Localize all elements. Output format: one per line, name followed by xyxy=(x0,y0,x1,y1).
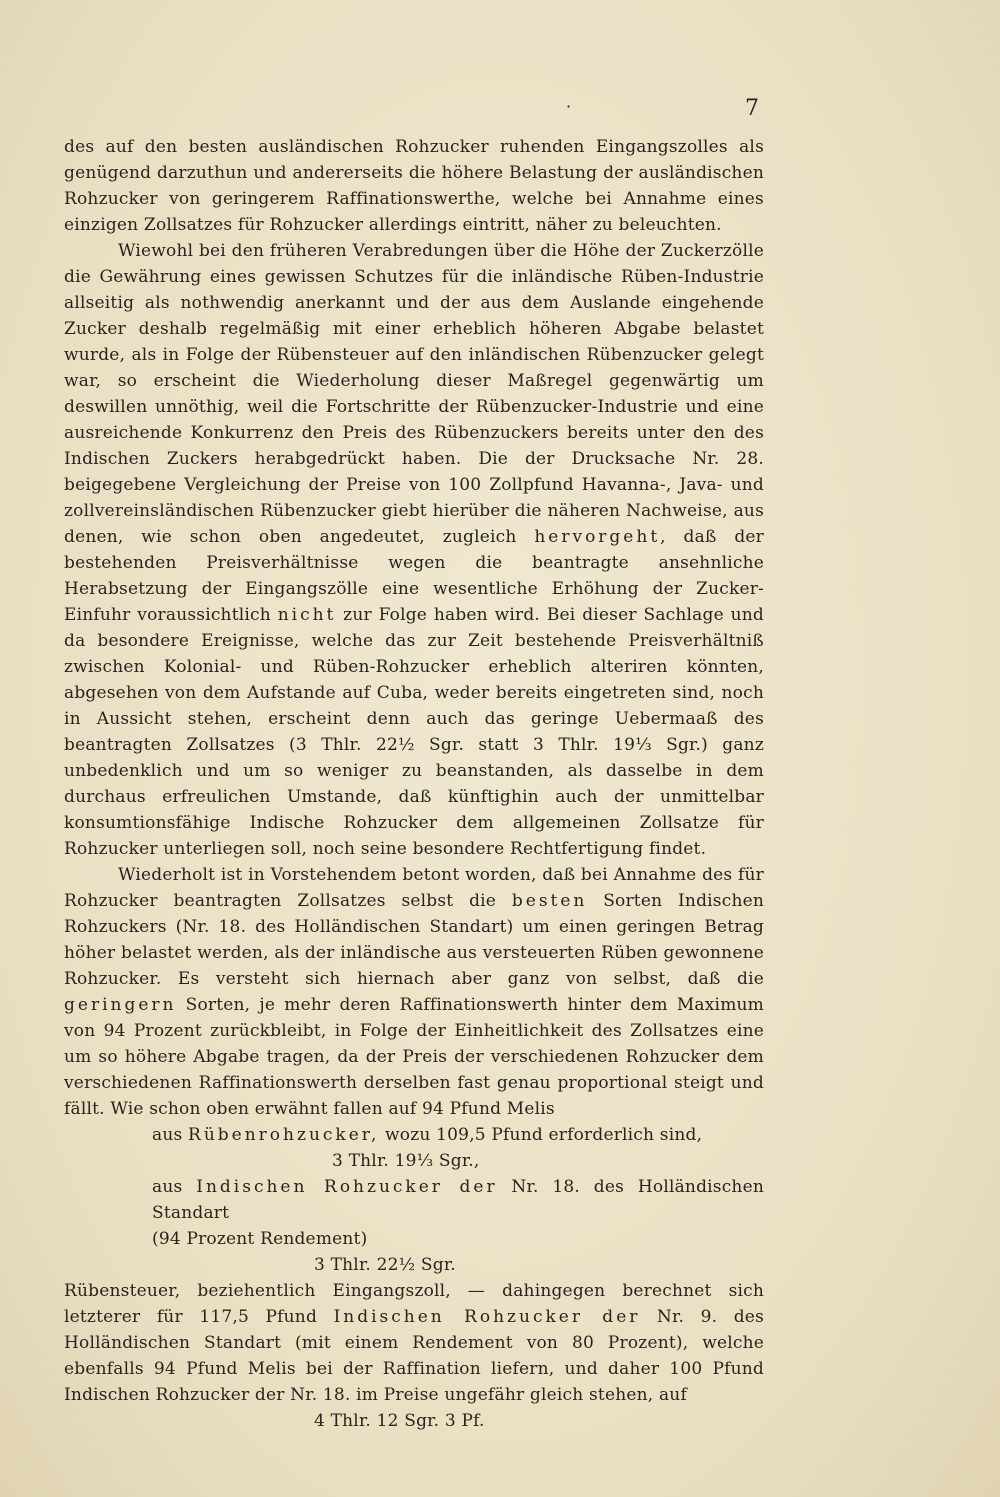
paragraph-4 xyxy=(64,1278,764,1408)
paragraph-2-part-b: , daß der bestehenden Preisverhältnisse wegen die beantragte ansehnliche Herabsetzung der Eingangszölle eine wesentliche Erhöhung der Zucker-Einfuhr voraussichtlich xyxy=(64,527,765,625)
paragraph-4-part-b: Nr. 9. des Holländischen Standart (mit einem Rendement von 80 Prozent), welche ebenfalls 94 Pfund Melis bei der Raffination liefern, und daher 100 Pfund Indischen Rohzucker der Nr. 18. im Preise ungefähr gleich stehen, auf xyxy=(64,1307,764,1405)
paragraph-2 xyxy=(64,238,764,862)
paragraph-4-part-a: Rübensteuer, beziehentlich Eingangszoll, — dahingegen berechnet sich letzterer für 117,5 Pfund xyxy=(64,1281,764,1327)
calc-line-2-rendement: (94 Prozent Rendement) xyxy=(152,1229,368,1249)
paragraph-3-part-b: Sorten Indischen Rohzuckers (Nr. 18. des Holländischen Standart) um einen geringen Betrag höher belastet werden, als der inländische aus versteuerten Rüben gewonnene Rohzucker. Es versteht sich hiernach aber ganz von selbst, daß die xyxy=(64,891,765,989)
paragraph-3 xyxy=(64,862,764,1122)
emphasis-geringern: geringern xyxy=(64,995,177,1015)
paragraph-1: des auf den besten ausländischen Rohzucker ruhenden Eingangszolles als genügend darzuthun und andererseits die höhere Belastung der ausländischen Rohzucker von geringerem Raffinationswerthe, welche bei Annahme eines einzigen Zollsatzes für Rohzucker allerdings eintritt, näher zu beleuchten. xyxy=(64,137,764,235)
calc-line-1-emphasis: Rübenrohzucker, xyxy=(188,1125,380,1145)
calc-amount-1: 3 Thlr. 19⅓ Sgr., xyxy=(332,1151,480,1171)
calc-line-2-emphasis: Indischen Rohzucker der xyxy=(196,1177,498,1197)
calc-line-1-prefix: aus xyxy=(152,1125,183,1145)
emphasis-besten: besten xyxy=(511,891,588,911)
page-number: 7 xyxy=(745,96,760,121)
emphasis-nicht: nicht xyxy=(277,605,337,625)
calc-line-2-prefix: aus xyxy=(152,1177,183,1197)
calc-line-2 xyxy=(64,1174,764,1226)
calc-line-1 xyxy=(64,1122,764,1148)
calc-line-1-suffix: wozu 109,5 Pfund erforderlich sind, xyxy=(385,1125,703,1145)
paragraph-3-part-c: Sorten, je mehr deren Raffinationswerth hinter dem Maximum von 94 Prozent zurückbleibt, in Folge der Einheitlichkeit des Zollsatzes eine um so höhere Abgabe tragen, da der Preis der verschiedenen Rohzucker dem verschiedenen Raffinationswerth derselben fast genau proportional steigt und fällt. Wie schon oben erwähnt fallen auf 94 Pfund Melis xyxy=(64,995,764,1119)
body-text xyxy=(64,134,764,1434)
calc-line-2-suffix: Nr. 18. des Holländischen Standart xyxy=(152,1177,764,1223)
paragraph-2-part-a: Wiewohl bei den früheren Verabredungen über die Höhe der Zuckerzölle die Gewährung eines gewissen Schutzes für die inländische Rüben-Industrie allseitig als nothwendig anerkannt und der aus dem Auslande eingehende Zucker deshalb regelmäßig mit einer erheblich höheren Abgabe belastet wurde, als in Folge der Rübensteuer auf den inländischen Rübenzucker gelegt war, so erscheint die Wiederholung dieser Maßregel gegenwärtig um deswillen unnöthig, weil die Fortschritte der Rübenzucker-Industrie und eine ausreichende Konkurrenz den Preis des Rübenzuckers bereits unter den des Indischen Zuckers herabgedrückt haben. Die der Drucksache Nr. 28. beigegebene Vergleichung der Preise von 100 Zollpfund Havanna-, Java- und zollvereinsländischen Rübenzucker giebt hierüber die näheren Nachweise, aus denen, wie schon oben angedeutet, zugleich xyxy=(64,241,764,547)
calc-amount-3: 4 Thlr. 12 Sgr. 3 Pf. xyxy=(314,1411,485,1431)
emphasis-hervorgeht: hervorgeht xyxy=(534,527,661,547)
emphasis-indischen: Indischen Rohzucker der xyxy=(333,1307,641,1327)
calc-amount-2: 3 Thlr. 22½ Sgr. xyxy=(314,1255,456,1275)
paragraph-3-part-a: Wiederholt ist in Vorstehendem betont worden, daß bei Annahme des für Rohzucker beantragten Zollsatzes selbst die xyxy=(64,865,764,911)
paragraph-2-part-c: zur Folge haben wird. Bei dieser Sachlage und da besondere Ereignisse, welche das zur Zeit bestehende Preisverhältniß zwischen Kolonial- und Rüben-Rohzucker erheblich alteriren könnten, abgesehen von dem Aufstande auf Cuba, weder bereits eingetreten sind, noch in Aussicht stehen, erscheint denn auch das geringe Uebermaaß des beantragten Zollsatzes (3 Thlr. 22½ Sgr. statt 3 Thlr. 19⅓ Sgr.) ganz unbedenklich und um so weniger zu beanstanden, als dasselbe in dem durchaus erfreulichen Umstande, daß künftighin auch der unmittelbar konsumtionsfähige Indische Rohzucker dem allgemeinen Zollsatze für Rohzucker unterliegen soll, noch seine besondere Rechtfertigung findet. xyxy=(64,605,765,859)
page-mark: · xyxy=(566,97,572,116)
